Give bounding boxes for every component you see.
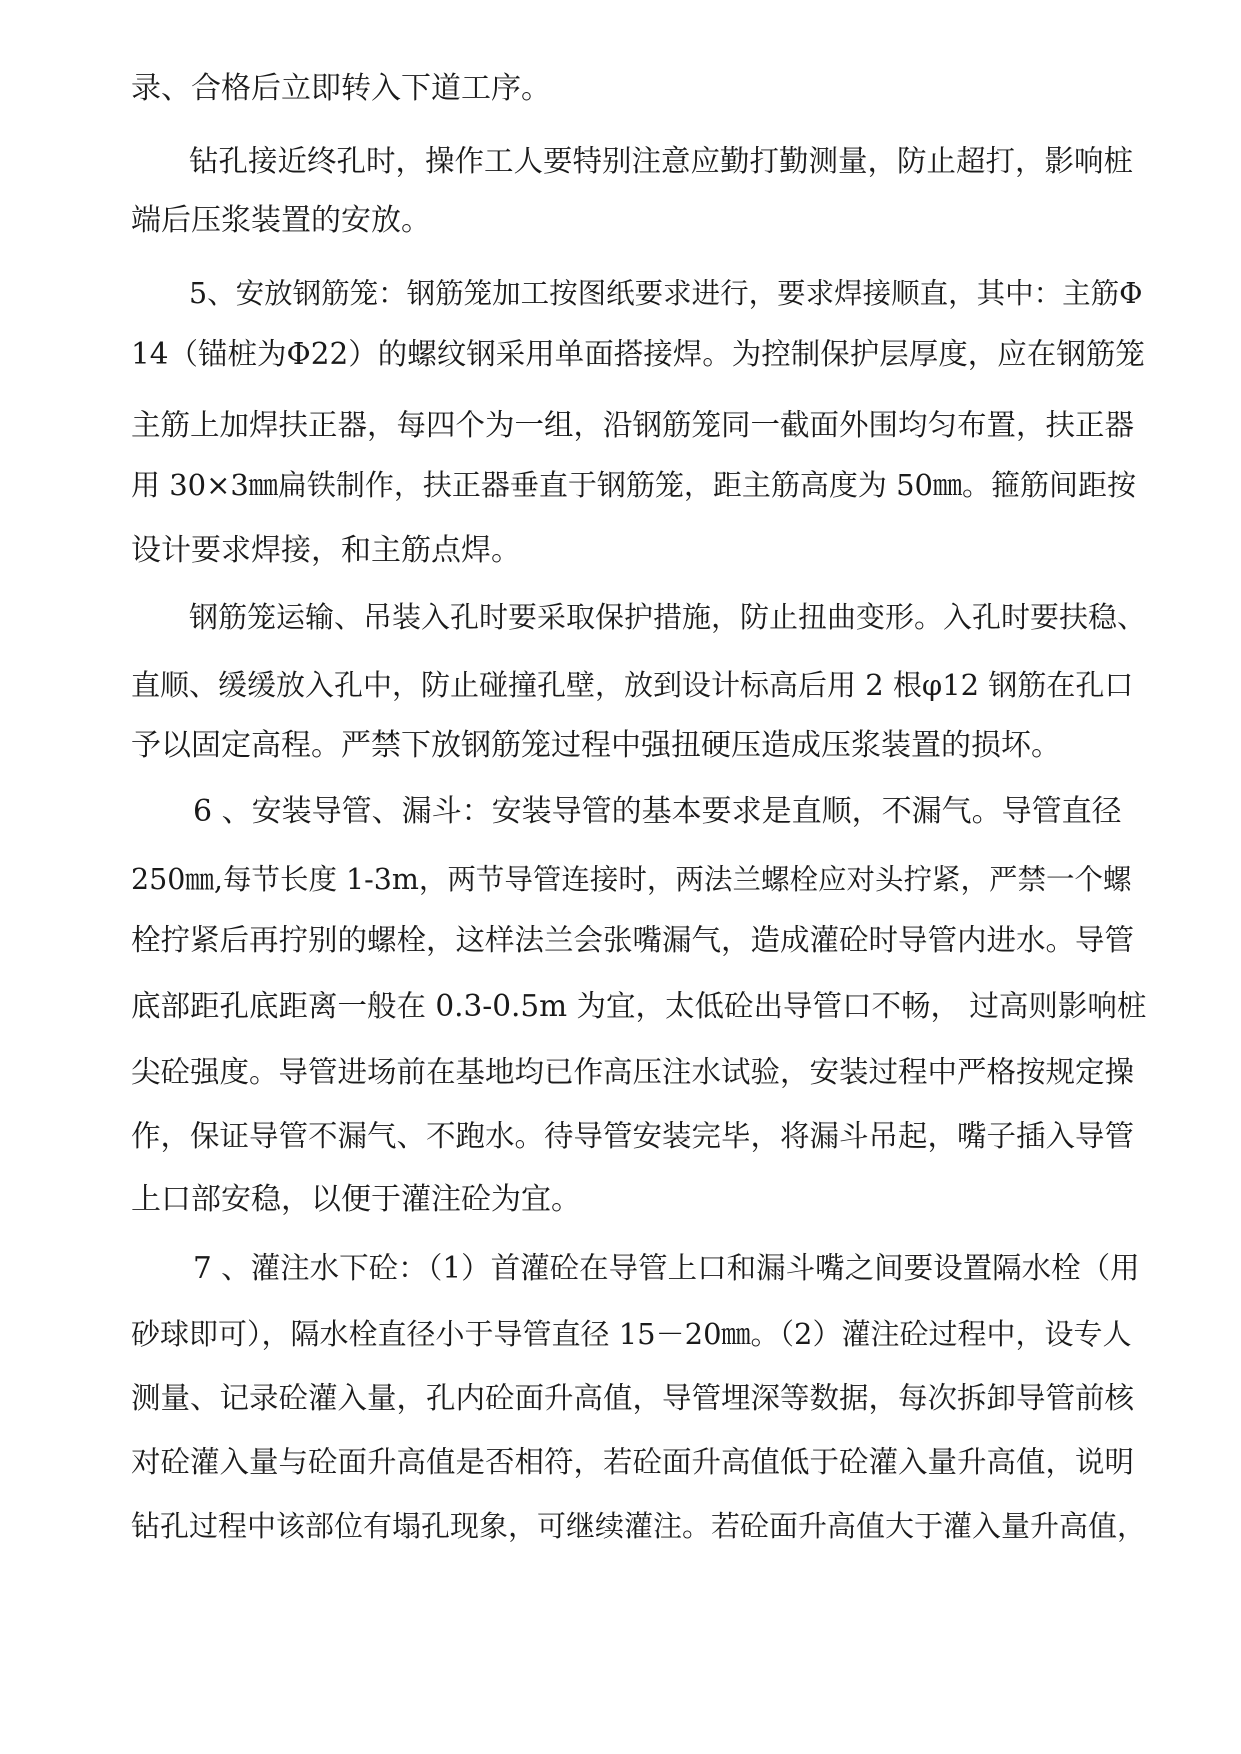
text-line: 主筋上加焊扶正器，每四个为一组，沿钢筋笼同一截面外围均匀布置，扶正器 xyxy=(131,408,1135,442)
text-line: 端后压浆装置的安放。 xyxy=(131,203,431,238)
text-line: 上口部安稳，以便于灌注砼为宜。 xyxy=(131,1182,581,1217)
text-line: 尖砼强度。导管进场前在基地均已作高压注水试验，安装过程中严格按规定操 xyxy=(131,1055,1135,1089)
text-line: 录、合格后立即转入下道工序。 xyxy=(131,71,551,106)
text-line: 对砼灌入量与砼面升高值是否相符，若砼面升高值低于砼灌入量升高值，说明 xyxy=(131,1445,1135,1479)
text-line: 用 30×3㎜扁铁制作，扶正器垂直于钢筋笼，距主筋高度为 50㎜。箍筋间距按 xyxy=(131,468,1136,502)
text-line: 7 、灌注水下砼：（1）首灌砼在导管上口和漏斗嘴之间要设置隔水栓（用 xyxy=(193,1251,1140,1285)
text-line: 砂球即可），隔水栓直径小于导管直径 15－20㎜。（2）灌注砼过程中，设专人 xyxy=(131,1317,1132,1351)
text-line: 钢筋笼运输、吊装入孔时要采取保护措施，防止扭曲变形。入孔时要扶稳、 xyxy=(189,600,1147,634)
text-line: 予以固定高程。严禁下放钢筋笼过程中强扭硬压造成压浆装置的损坏。 xyxy=(131,728,1061,763)
text-line: 底部距孔底距离一般在 0.3-0.5m 为宜，太低砼出导管口不畅， 过高则影响桩 xyxy=(131,989,1147,1023)
text-line: 设计要求焊接，和主筋点焊。 xyxy=(131,533,521,568)
text-line: 作，保证导管不漏气、不跑水。待导管安装完毕，将漏斗吊起，嘴子插入导管 xyxy=(131,1119,1135,1153)
text-line: 6 、安装导管、漏斗：安装导管的基本要求是直顺，不漏气。导管直径 xyxy=(193,794,1122,829)
text-line: 栓拧紧后再拧别的螺栓，这样法兰会张嘴漏气，造成灌砼时导管内进水。导管 xyxy=(131,923,1135,957)
text-line: 250㎜,每节长度 1-3m，两节导管连接时，两法兰螺栓应对头拧紧，严禁一个螺 xyxy=(131,863,1132,896)
text-line: 直顺、缓缓放入孔中，防止碰撞孔壁，放到设计标高后用 2 根φ12 钢筋在孔口 xyxy=(131,668,1134,702)
text-line: 14（锚桩为Φ22）的螺纹钢采用单面搭接焊。为控制保护层厚度，应在钢筋笼 xyxy=(131,337,1145,371)
text-line: 钻孔过程中该部位有塌孔现象，可继续灌注。若砼面升高值大于灌入量升高值， xyxy=(131,1509,1147,1543)
text-line: 测量、记录砼灌入量，孔内砼面升高值，导管埋深等数据，每次拆卸导管前核 xyxy=(131,1381,1135,1415)
text-line: 钻孔接近终孔时，操作工人要特别注意应勤打勤测量，防止超打，影响桩 xyxy=(189,144,1134,178)
text-line: 5、安放钢筋笼：钢筋笼加工按图纸要求进行，要求焊接顺直，其中：主筋Φ xyxy=(189,277,1143,310)
